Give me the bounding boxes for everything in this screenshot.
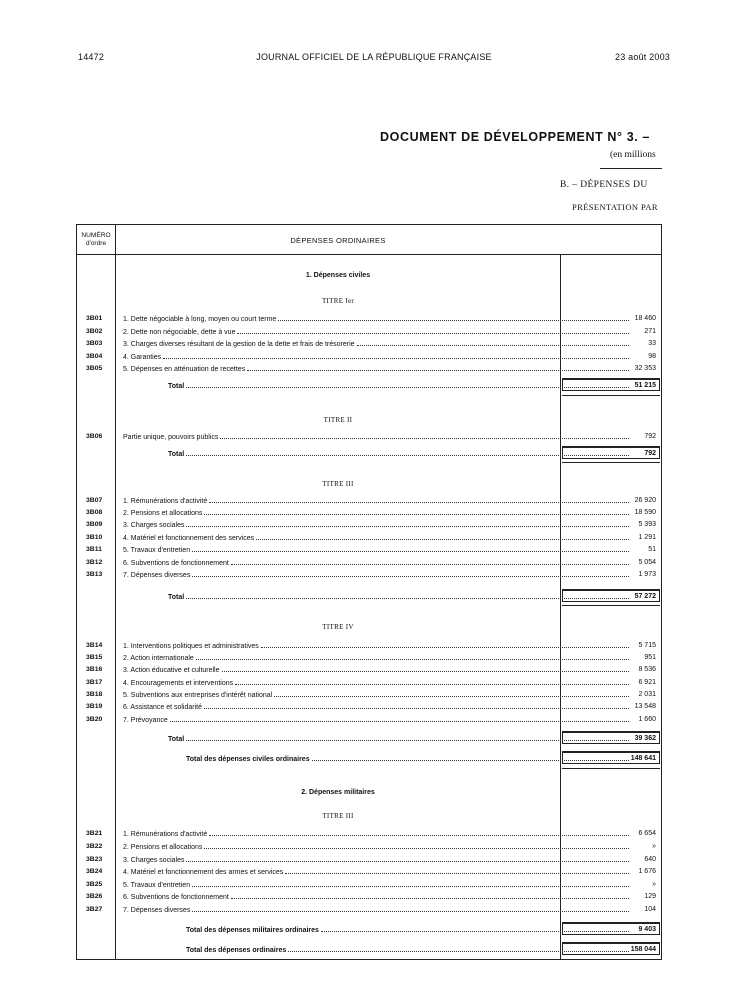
titre-4-heading: TITRE IV	[322, 623, 354, 631]
total-row	[76, 381, 662, 391]
total-row	[76, 754, 662, 764]
row-label-wrap	[123, 855, 629, 866]
row-label: 2. Dette non négociable, dette à vue	[123, 329, 236, 336]
row-value: 271	[644, 328, 656, 335]
row-code: 3B19	[86, 703, 103, 710]
row-label-wrap	[123, 690, 629, 701]
total-row	[76, 734, 662, 744]
row-label-wrap	[186, 754, 629, 765]
row-value: 5 715	[638, 642, 656, 649]
titre-2-heading: TITRE II	[323, 416, 353, 424]
row-value: 129	[644, 893, 656, 900]
dot-leader	[186, 449, 629, 456]
section-separator	[562, 462, 660, 463]
row-code: 3B03	[86, 340, 103, 347]
table-row	[76, 364, 662, 374]
row-value: 6 654	[638, 830, 656, 837]
row-label-wrap	[123, 892, 629, 903]
row-label: 1. Rémunérations d'activité	[123, 498, 208, 505]
table-row	[76, 715, 662, 725]
row-value: 792	[644, 450, 656, 457]
row-code: 3B27	[86, 906, 103, 913]
row-value: 32 353	[634, 365, 656, 372]
table-row	[76, 314, 662, 324]
row-value: 951	[644, 654, 656, 661]
row-value: 5 054	[638, 559, 656, 566]
row-value: 640	[644, 856, 656, 863]
unit-note: (en millions	[610, 150, 656, 160]
dot-leader	[196, 653, 629, 660]
row-label-wrap	[186, 945, 629, 956]
row-value: 5 393	[638, 521, 656, 528]
row-label-wrap	[123, 558, 629, 569]
dot-leader	[163, 352, 629, 359]
row-label: 3. Action éducative et culturelle	[123, 667, 220, 674]
row-code: 3B14	[86, 642, 103, 649]
row-label: 4. Matériel et fonctionnement des services	[123, 535, 255, 542]
table-row	[76, 880, 662, 890]
dot-leader	[192, 905, 629, 912]
titre-3-heading: TITRE III	[322, 480, 354, 488]
row-code: 3B18	[86, 691, 103, 698]
header-rule	[76, 254, 662, 255]
col-header-numero-line1: NUMÉRO	[81, 232, 111, 239]
table-row	[76, 496, 662, 506]
row-label: 7. Dépenses diverses	[123, 907, 191, 914]
row-code: 3B09	[86, 521, 103, 528]
total-row	[76, 592, 662, 602]
row-label: 5. Travaux d'entretien	[123, 547, 191, 554]
row-code: 3B12	[86, 559, 103, 566]
row-value: 6 921	[638, 679, 656, 686]
row-label: Total	[168, 451, 185, 458]
row-code: 3B02	[86, 328, 103, 335]
row-value: 148 641	[630, 755, 656, 762]
row-label-wrap	[123, 678, 629, 689]
row-label: 5. Subventions aux entreprises d'intérêt national	[123, 692, 273, 699]
table-row	[76, 339, 662, 349]
titre-1-heading: TITRE Ier	[321, 297, 355, 305]
row-label-wrap	[123, 702, 629, 713]
row-code: 3B11	[86, 546, 102, 553]
col-header-depenses: DÉPENSES ORDINAIRES	[290, 236, 386, 245]
row-label: 5. Dépenses en atténuation de recettes	[123, 366, 246, 373]
section-separator	[562, 605, 660, 606]
row-label: Total	[168, 383, 185, 390]
row-code: 3B23	[86, 856, 103, 863]
table-row	[76, 892, 662, 902]
row-label-wrap	[123, 327, 629, 338]
table-row	[76, 558, 662, 568]
row-label: 1. Interventions politiques et administratives	[123, 643, 259, 650]
row-label-wrap	[123, 508, 629, 519]
row-label-wrap	[123, 829, 629, 840]
titre-3m-heading: TITRE III	[322, 812, 354, 820]
table-row	[76, 520, 662, 530]
row-label: 3. Charges diverses résultant de la gestion de la dette et frais de trésorerie	[123, 341, 355, 348]
row-label: Partie unique, pouvoirs publics	[123, 434, 219, 441]
row-label-wrap	[123, 715, 629, 726]
row-value: 1 660	[638, 716, 656, 723]
row-value: 158 044	[630, 946, 656, 953]
row-code: 3B06	[86, 433, 103, 440]
total-row	[76, 945, 662, 955]
row-label: 2. Action internationale	[123, 655, 194, 662]
row-label-wrap	[168, 734, 629, 745]
row-label: 2. Pensions et allocations	[123, 844, 203, 851]
row-label-wrap	[123, 364, 629, 375]
row-label: 6. Assistance et solidarité	[123, 704, 202, 711]
table-row	[76, 545, 662, 555]
presentation-heading: PRÉSENTATION PAR	[572, 202, 658, 212]
row-label-wrap	[123, 905, 629, 916]
row-code: 3B25	[86, 881, 103, 888]
dot-leader	[192, 545, 629, 552]
row-label-wrap	[123, 641, 629, 652]
row-value: 26 920	[634, 497, 656, 504]
row-code: 3B05	[86, 365, 103, 372]
row-value: 33	[648, 340, 656, 347]
journal-title: JOURNAL OFFICIEL DE LA RÉPUBLIQUE FRANÇAISE	[256, 52, 492, 62]
dot-leader	[186, 855, 629, 862]
row-value: 1 291	[638, 534, 656, 541]
row-code: 3B10	[86, 534, 103, 541]
row-value: 18 590	[634, 509, 656, 516]
section-separator	[562, 768, 660, 769]
dot-leader	[186, 592, 629, 599]
row-code: 3B22	[86, 843, 103, 850]
row-value: 98	[648, 353, 656, 360]
row-code: 3B04	[86, 353, 103, 360]
row-label: Total	[168, 736, 185, 743]
dot-leader	[186, 520, 629, 527]
row-label-wrap	[123, 867, 629, 878]
row-value: »	[652, 843, 656, 850]
row-label: 6. Subventions de fonctionnement	[123, 560, 229, 567]
row-code: 3B21	[86, 830, 103, 837]
col-header-numero-line2: d'ordre	[85, 240, 107, 247]
section-separator	[562, 395, 660, 396]
row-label-wrap	[168, 381, 629, 392]
row-code: 3B20	[86, 716, 103, 723]
row-label: 4. Garanties	[123, 354, 162, 361]
row-label-wrap	[168, 592, 629, 603]
dot-leader	[186, 734, 629, 741]
row-label-wrap	[123, 352, 629, 363]
row-value: 2 031	[638, 691, 656, 698]
table-row	[76, 653, 662, 663]
row-code: 3B13	[86, 571, 103, 578]
dot-leader	[192, 570, 629, 577]
row-value: 1 676	[638, 868, 656, 875]
row-label-wrap	[168, 449, 629, 460]
row-label-wrap	[123, 653, 629, 664]
row-value: 39 362	[634, 735, 656, 742]
row-label: 2. Pensions et allocations	[123, 510, 203, 517]
table-row	[76, 702, 662, 712]
table-row	[76, 678, 662, 688]
row-label: 5. Travaux d'entretien	[123, 882, 191, 889]
civil-heading: 1. Dépenses civiles	[305, 272, 371, 279]
row-code: 3B17	[86, 679, 103, 686]
unit-rule	[600, 168, 662, 169]
row-value: 104	[644, 906, 656, 913]
row-label: Total	[168, 594, 185, 601]
row-label: 7. Dépenses diverses	[123, 572, 191, 579]
row-label: Total des dépenses militaires ordinaires	[186, 927, 319, 934]
row-value: 57 272	[634, 593, 656, 600]
col-header-numero	[77, 232, 115, 248]
row-label: 3. Charges sociales	[123, 522, 185, 529]
table-row	[76, 508, 662, 518]
row-value: »	[652, 881, 656, 888]
row-label: 1. Dette négociable à long, moyen ou court terme	[123, 316, 277, 323]
total-row	[76, 925, 662, 935]
row-label: 4. Matériel et fonctionnement des armes et services	[123, 869, 284, 876]
row-label-wrap	[123, 496, 629, 507]
row-label-wrap	[123, 314, 629, 325]
row-value: 51 215	[634, 382, 656, 389]
row-code: 3B07	[86, 497, 103, 504]
table-row	[76, 829, 662, 839]
row-value: 8 536	[638, 666, 656, 673]
row-label: 6. Subventions de fonctionnement	[123, 894, 229, 901]
table-row	[76, 867, 662, 877]
row-label-wrap	[123, 545, 629, 556]
table-row	[76, 432, 662, 442]
row-value: 792	[644, 433, 656, 440]
row-label-wrap	[123, 665, 629, 676]
row-code: 3B16	[86, 666, 103, 673]
row-value: 51	[648, 546, 656, 553]
row-label-wrap	[123, 880, 629, 891]
table-row	[76, 855, 662, 865]
row-label-wrap	[123, 533, 629, 544]
row-label-wrap	[123, 570, 629, 581]
row-label-wrap	[186, 925, 629, 936]
row-code: 3B24	[86, 868, 103, 875]
row-code: 3B01	[86, 315, 103, 322]
page-number: 14472	[78, 52, 105, 62]
row-value: 13 548	[634, 703, 656, 710]
table-row	[76, 690, 662, 700]
military-heading: 2. Dépenses militaires	[301, 789, 375, 796]
dot-leader	[192, 880, 629, 887]
row-code: 3B15	[86, 654, 103, 661]
row-label-wrap	[123, 339, 629, 350]
table-row	[76, 905, 662, 915]
row-value: 1 973	[638, 571, 656, 578]
row-label-wrap	[123, 520, 629, 531]
row-value: 9 403	[638, 926, 656, 933]
row-label-wrap	[123, 432, 629, 443]
row-label: Total des dépenses civiles ordinaires	[186, 756, 310, 763]
table-row	[76, 641, 662, 651]
row-label-wrap	[123, 842, 629, 853]
row-label: 7. Prévoyance	[123, 717, 168, 724]
table-row	[76, 533, 662, 543]
document-title: DOCUMENT DE DÉVELOPPEMENT N° 3. –	[380, 130, 650, 144]
row-code: 3B26	[86, 893, 103, 900]
table-row	[76, 665, 662, 675]
total-row	[76, 449, 662, 459]
row-label: 3. Charges sociales	[123, 857, 185, 864]
dot-leader	[170, 715, 629, 722]
row-code: 3B08	[86, 509, 103, 516]
table-row	[76, 842, 662, 852]
row-value: 18 460	[634, 315, 656, 322]
table-row	[76, 570, 662, 580]
table-row	[76, 352, 662, 362]
row-label: Total des dépenses ordinaires	[186, 947, 287, 954]
row-label: 1. Rémunérations d'activité	[123, 831, 208, 838]
dot-leader	[186, 381, 629, 388]
issue-date: 23 août 2003	[615, 52, 670, 62]
section-heading: B. – DÉPENSES DU	[560, 180, 648, 190]
table-row	[76, 327, 662, 337]
row-label: 4. Encouragements et interventions	[123, 680, 234, 687]
